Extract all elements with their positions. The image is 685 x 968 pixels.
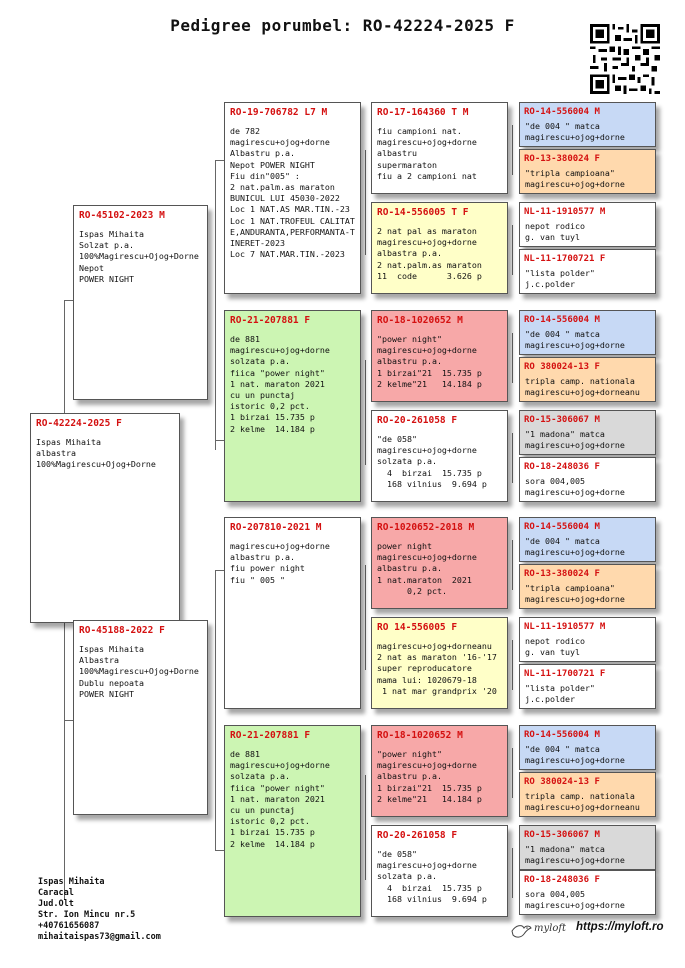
pigeon-info: magirescu+ojog+dorne albastru p.a. fiu power night fiu " 005 " — [230, 541, 330, 585]
ring-number: RO-14-556004 M — [524, 107, 600, 117]
pigeon-info: "lista polder" j.c.polder — [525, 683, 595, 704]
connector-line — [365, 150, 366, 255]
pigeon-card-gen4[interactable] — [371, 102, 508, 194]
pigeon-info: "de 004 " matca magirescu+ojog+dorne — [525, 536, 625, 557]
pigeon-info: "tripla campioana" magirescu+ojog+dorne — [525, 583, 625, 604]
pigeon-card-gen3[interactable] — [224, 102, 361, 294]
qr-code-icon — [590, 24, 660, 94]
ring-number: RO-18-1020652 M — [377, 315, 463, 326]
pigeon-card-gen4[interactable] — [371, 410, 508, 502]
pigeon-info: nepot rodico g. van tuyl — [525, 636, 585, 657]
connector-line — [512, 433, 513, 483]
owner-phone: +40761656087 — [38, 921, 100, 931]
pigeon-card-gen5[interactable] — [519, 664, 656, 709]
pigeon-card-gen5[interactable] — [519, 249, 656, 294]
pigeon-info: Ispas Mihaita Solzat p.a. 100%Magirescu+Ojog+Dorne Nepot POWER NIGHT — [79, 229, 199, 284]
pigeon-card-gen5[interactable] — [519, 310, 656, 355]
pigeon-info: "lista polder" j.c.polder — [525, 268, 595, 289]
connector-line — [512, 225, 513, 275]
pigeon-card-gen5[interactable] — [519, 102, 656, 147]
brand-footer — [510, 920, 670, 942]
pigeon-info: "de 058" magirescu+ojog+dorne solzata p.a. 4 birzai 15.735 p 168 vilnius 9.694 p — [377, 434, 487, 489]
pigeon-info: "tripla campioana" magirescu+ojog+dorne — [525, 168, 625, 189]
ring-number: NL-11-1700721 F — [524, 669, 606, 679]
pigeon-card-gen4[interactable] — [371, 310, 508, 402]
ring-number: RO-20-261058 F — [377, 830, 458, 841]
connector-line — [512, 848, 513, 898]
ring-number: RO-14-556004 M — [524, 522, 600, 532]
pigeon-info: "power night" magirescu+ojog+dorne albastru p.a. 1 birzai"21 15.735 p 2 kelme"21 14.184 p — [377, 334, 482, 389]
pigeon-info: fiu campioni nat. magirescu+ojog+dorne albastru supermaraton fiu a 2 campioni nat — [377, 126, 477, 181]
pigeon-card-gen5[interactable] — [519, 202, 656, 247]
owner-street: Str. Ion Mincu nr.5 — [38, 910, 136, 920]
pigeon-card-dam[interactable] — [73, 620, 208, 815]
pigeon-card-subject[interactable] — [30, 413, 180, 623]
ring-number: NL-11-1910577 M — [524, 622, 606, 632]
pigeon-card-gen5[interactable] — [519, 457, 656, 502]
ring-number: RO-19-706782 L7 M — [230, 107, 328, 118]
pigeon-card-gen4[interactable] — [371, 725, 508, 817]
ring-number: RO-13-380024 F — [524, 569, 600, 579]
ring-number: RO-15-306067 M — [524, 830, 600, 840]
pigeon-card-gen5[interactable] — [519, 617, 656, 662]
owner-county: Jud.Olt — [38, 899, 74, 909]
pigeon-info: Ispas Mihaita albastra 100%Magirescu+Ojog+Dorne — [36, 437, 156, 470]
ring-number: RO-14-556004 M — [524, 730, 600, 740]
ring-number: RO-45188-2022 F — [79, 625, 165, 636]
ring-number: RO-42224-2025 F — [36, 418, 122, 429]
pigeon-info: "1 madona" matca magirescu+ojog+dorne — [525, 429, 625, 450]
pigeon-info: de 881 magirescu+ojog+dorne solzata p.a. fiica "power night" 1 nat. maraton 2021 cu un punctaj istoric 0,2 pct. 1 birzai 15.735 p 2 kelme 14.184 p — [230, 334, 330, 434]
ring-number: RO 380024-13 F — [524, 777, 600, 787]
owner-email[interactable]: mihaitaispas73@gmail.com — [38, 932, 161, 942]
ring-number: RO-14-556004 M — [524, 315, 600, 325]
pigeon-info: "de 004 " matca magirescu+ojog+dorne — [525, 744, 625, 765]
owner-city: Caracal — [38, 888, 74, 898]
pigeon-info: sora 004,005 magirescu+ojog+dorne — [525, 476, 625, 497]
connector-line — [365, 565, 366, 670]
ring-number: RO-45102-2023 M — [79, 210, 165, 221]
ring-number: RO-18-248036 F — [524, 462, 600, 472]
pigeon-card-gen5[interactable] — [519, 410, 656, 455]
pigeon-info: "de 058" magirescu+ojog+dorne solzata p.a. 4 birzai 15.735 p 168 vilnius 9.694 p — [377, 849, 487, 904]
ring-number: RO-207810-2021 M — [230, 522, 322, 533]
brand-logo-text: myloft — [534, 923, 567, 934]
pigeon-info: 2 nat pal as maraton magirescu+ojog+dorne albastra p.a. 2 nat.palm.as maraton 11 code 3.626 p — [377, 226, 482, 281]
pigeon-info: Ispas Mihaita Albastra 100%Magirescu+Ojog+Dorne Dublu nepoata POWER NIGHT — [79, 644, 199, 699]
ring-number: RO-13-380024 F — [524, 154, 600, 164]
pigeon-card-gen5[interactable] — [519, 517, 656, 562]
pigeon-card-gen4[interactable] — [371, 202, 508, 294]
pigeon-card-gen3[interactable] — [224, 725, 361, 917]
pigeon-card-gen3[interactable] — [224, 310, 361, 502]
pigeon-card-sire[interactable] — [73, 205, 208, 400]
connector-line — [215, 160, 216, 450]
pigeon-card-gen3[interactable] — [224, 517, 361, 709]
pigeon-card-gen4[interactable] — [371, 617, 508, 709]
pigeon-logo-icon — [510, 922, 532, 940]
ring-number: RO-14-556005 T F — [377, 207, 469, 218]
pigeon-card-gen5[interactable] — [519, 149, 656, 194]
brand-url-link[interactable]: https://myloft.ro — [576, 921, 664, 933]
ring-number: RO-17-164360 T M — [377, 107, 469, 118]
pigeon-info: tripla camp. nationala magirescu+ojog+dorneanu — [525, 376, 640, 397]
pigeon-info: nepot rodico g. van tuyl — [525, 221, 585, 242]
ring-number: RO-1020652-2018 M — [377, 522, 475, 533]
pigeon-info: sora 004,005 magirescu+ojog+dorne — [525, 889, 625, 910]
connector-line — [512, 540, 513, 590]
pigeon-info: "de 004 " matca magirescu+ojog+dorne — [525, 121, 625, 142]
pigeon-card-gen5[interactable] — [519, 772, 656, 817]
ring-number: RO 380024-13 F — [524, 362, 600, 372]
pigeon-card-gen5[interactable] — [519, 357, 656, 402]
pigeon-info: "de 004 " matca magirescu+ojog+dorne — [525, 329, 625, 350]
pigeon-info: magirescu+ojog+dorneanu 2 nat as maraton '16-'17 super reproducatore mama lui: 1020679-18 1 nat mar grandprix '20 — [377, 641, 497, 696]
owner-name: Ispas Mihaita — [38, 877, 105, 887]
pigeon-info: "power night" magirescu+ojog+dorne albastru p.a. 1 birzai"21 15.735 p 2 kelme"21 14.184 p — [377, 749, 482, 804]
connector-line — [512, 748, 513, 798]
pigeon-card-gen5[interactable] — [519, 564, 656, 609]
pigeon-card-gen5[interactable] — [519, 870, 656, 915]
connector-line — [512, 125, 513, 175]
pigeon-card-gen5[interactable] — [519, 725, 656, 770]
pigeon-card-gen4[interactable] — [371, 825, 508, 917]
ring-number: RO 14-556005 F — [377, 622, 458, 633]
connector-line — [512, 640, 513, 690]
ring-number: RO-18-248036 F — [524, 875, 600, 885]
ring-number: NL-11-1910577 M — [524, 207, 606, 217]
owner-contact — [38, 877, 161, 943]
ring-number: RO-21-207881 F — [230, 315, 311, 326]
pigeon-info: tripla camp. nationala magirescu+ojog+dorneanu — [525, 791, 640, 812]
ring-number: RO-21-207881 F — [230, 730, 311, 741]
pigeon-info: de 881 magirescu+ojog+dorne solzata p.a. fiica "power night" 1 nat. maraton 2021 cu un punctaj istoric 0,2 pct. 1 birzai 15.735 p 2 kelme 14.184 p — [230, 749, 330, 849]
pigeon-card-gen5[interactable] — [519, 825, 656, 870]
connector-line — [512, 333, 513, 383]
connector-line — [215, 570, 216, 850]
pigeon-info: de 782 magirescu+ojog+dorne Albastru p.a. Nepot POWER NIGHT Fiu din"005" : 2 nat.palm.as maraton BUNICUL LUI 45030-2022 Loc 1 NAT.AS MAR.TIN.-23 Loc 1 NAT.TROFEUL CALITATE,ANDURANTA,PERFORMANTA-TINERET-2023 Loc 7 NAT.MAR.TIN.-2023 — [230, 126, 355, 260]
ring-number: RO-15-306067 M — [524, 415, 600, 425]
pigeon-info: power night magirescu+ojog+dorne albastru p.a. 1 nat.maraton 2021 0,2 pct. — [377, 541, 477, 596]
page-title: Pedigree porumbel: RO-42224-2025 F — [170, 16, 515, 35]
ring-number: NL-11-1700721 F — [524, 254, 606, 264]
connector-line — [365, 775, 366, 880]
connector-line — [365, 360, 366, 465]
ring-number: RO-18-1020652 M — [377, 730, 463, 741]
pigeon-card-gen4[interactable] — [371, 517, 508, 609]
pigeon-info: "1 madona" matca magirescu+ojog+dorne — [525, 844, 625, 865]
ring-number: RO-20-261058 F — [377, 415, 458, 426]
